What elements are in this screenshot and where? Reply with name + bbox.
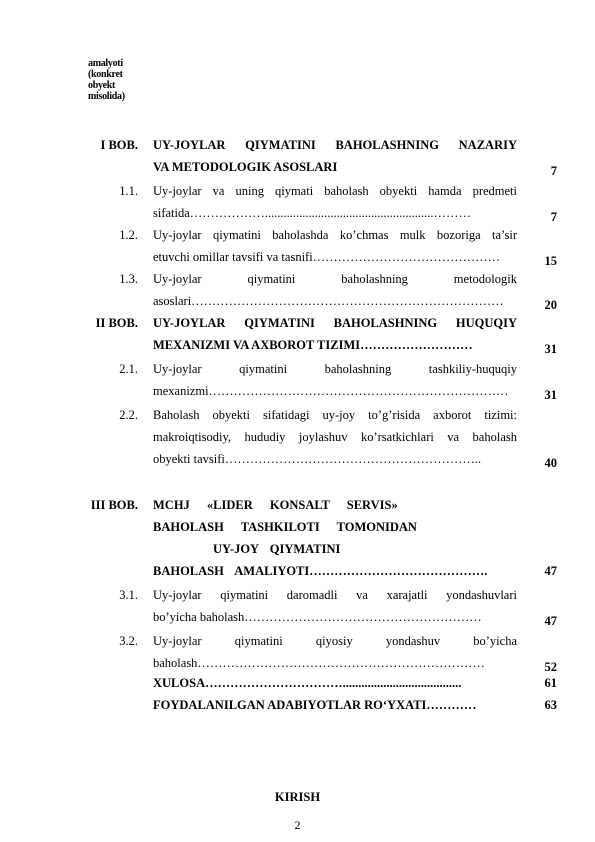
toc-entry-title <box>153 268 517 312</box>
section-number: 1.3. <box>119 272 138 286</box>
section-number: 2.1. <box>119 362 138 376</box>
toc-page-number: 20 <box>544 298 557 312</box>
toc-entry-line: obyekti tavsifi…………………………………………………….. <box>153 452 482 466</box>
note-line: misolida) <box>88 91 125 102</box>
chapter-number: III BOB. <box>90 498 138 512</box>
toc-entry-line: FOYDALANILGAN ADABIYOTLAR RO‘YXATI………… <box>153 698 477 712</box>
toc-entry-line: Baholash obyekti sifatidagi uy-joy to’g’risida axborot tizimi: <box>153 408 517 422</box>
toc-entry-line: Uy-joylar qiymatini baholashda ko’chmas mulk bozoriga ta’sir <box>153 228 517 242</box>
toc-page-number: 31 <box>544 388 557 402</box>
note-line: (konkret <box>88 69 123 80</box>
toc-entry-title <box>153 358 517 402</box>
toc-entry-line: bo’yicha baholash………………………………………………… <box>153 610 482 624</box>
toc-entry-title <box>153 672 517 694</box>
page-number: 2 <box>294 818 301 832</box>
toc-page-number: 47 <box>544 614 557 628</box>
toc-entry-line: VA METODOLOGIK ASOSLARI <box>153 160 338 174</box>
overflow-note <box>88 58 148 102</box>
chapter-number: II BOB. <box>95 316 138 330</box>
toc-entry-title <box>153 630 517 674</box>
section-number: 1.2. <box>119 228 138 242</box>
toc-entry-line: BAHOLASH TASHKILOTI TOMONIDAN <box>153 520 417 534</box>
toc-entry-line: UY-JOY QIYMATINI <box>213 542 341 556</box>
toc-entry-title <box>153 134 517 178</box>
toc-page-number: 40 <box>544 456 557 470</box>
toc-entry-line: BAHOLASH AMALIYOTI……………………………………. <box>153 564 488 578</box>
toc-entry-line: sifatida………………......................................................……… <box>153 206 472 220</box>
section-number: 1.1. <box>119 184 138 198</box>
toc-entry-title <box>153 404 517 470</box>
toc-entry-line: Uy-joylar qiymatini baholashning metodologik <box>153 272 517 286</box>
toc-page-number: 52 <box>544 660 557 674</box>
toc-entry-line: MEXANIZMI VA AXBOROT TIZIMI……………………… <box>153 338 473 352</box>
chapter-number: I BOB. <box>100 138 138 152</box>
toc-entry-line: mexanizmi……………………………………………………………… <box>153 384 509 398</box>
toc-page-number: 61 <box>544 676 557 690</box>
toc-entry-title <box>153 312 517 356</box>
toc-entry-line: UY-JOYLAR QIYMATINI BAHOLASHNING HUQUQIY <box>153 316 517 330</box>
note-line: obyekt <box>88 80 116 91</box>
toc-entry-line: etuvchi omillar tavsifi va tasnifi……………………………………… <box>153 250 501 264</box>
toc-entry-line: MCHJ «LIDER KONSALT SERVIS» <box>153 498 398 512</box>
toc-entry-line: Uy-joylar qiymatini qiyosiy yondashuv bo’yicha <box>153 634 517 648</box>
toc-entry-line: Uy-joylar va uning qiymati baholash obyekti hamda predmeti <box>153 184 517 198</box>
toc-page-number: 7 <box>550 164 557 178</box>
toc-entry-line: Uy-joylar qiymatini daromadli va xarajatli yondashuvlari <box>153 588 517 602</box>
next-heading: KIRISH <box>274 790 321 804</box>
toc-page-number: 31 <box>544 342 557 356</box>
section-number: 3.1. <box>119 588 138 602</box>
toc-page-number: 7 <box>550 210 557 224</box>
toc-entry-line: makroiqtisodiy, hududiy joylashuv ko’rsatkichlari va baholash <box>153 430 517 444</box>
toc-entry-title <box>153 224 517 268</box>
section-number: 3.2. <box>119 634 138 648</box>
toc-entry-title <box>153 694 517 716</box>
toc-page-number: 15 <box>544 254 557 268</box>
toc-entry-line: UY-JOYLAR QIYMATINI BAHOLASHNING NAZARIY <box>153 138 517 152</box>
toc-page-number: 47 <box>544 564 557 578</box>
toc-entry-line: Uy-joylar qiymatini baholashning tashkiliy-huquqiy <box>153 362 517 376</box>
toc-entry-line: baholash…………………………………………………………… <box>153 656 485 670</box>
toc-entry-line: XULOSA……………………………...................................... <box>153 676 462 690</box>
toc-entry-line: asoslari………………………………………………………………… <box>153 294 504 308</box>
toc-entry-title <box>153 584 517 628</box>
toc-entry-title <box>153 180 517 224</box>
toc-entry-title <box>153 494 517 582</box>
toc-page-number: 63 <box>544 698 557 712</box>
section-number: 2.2. <box>119 408 138 422</box>
note-line: amalyoti <box>88 58 123 69</box>
